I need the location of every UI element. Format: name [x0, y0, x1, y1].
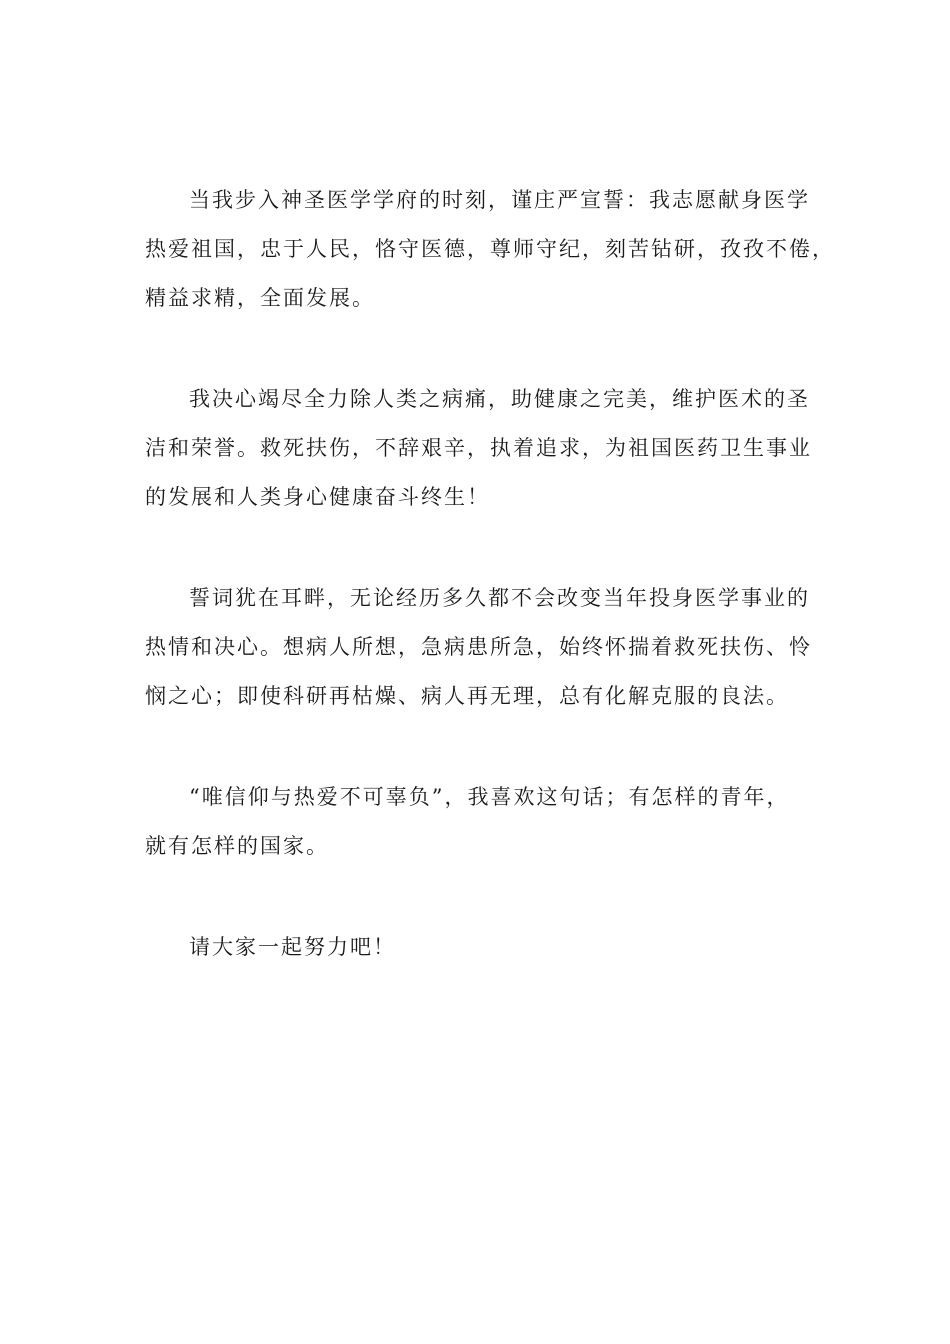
text-line: 悯之心；即使科研再枯燥、病人再无理，总有化解克服的良法。	[145, 684, 789, 708]
text-line: 洁和荣誉。救死扶伤，不辞艰辛，执着追求，为祖国医药卫生事业	[145, 436, 812, 460]
paragraph-oath	[145, 176, 835, 323]
text-line: 的发展和人类身心健康奋斗终生！	[145, 485, 490, 509]
paragraph-reflection	[145, 574, 810, 721]
text-line: 就有怎样的国家。	[145, 834, 329, 858]
document-body	[145, 176, 835, 972]
paragraph-quote	[145, 773, 810, 871]
text-line: 我决心竭尽全力除人类之病痛，助健康之完美，维护医术的圣	[189, 387, 810, 411]
text-line: 当我步入神圣医学学府的时刻，谨庄严宣誓：我志愿献身医学	[189, 188, 810, 212]
text-line: 精益求精，全面发展。	[145, 286, 375, 310]
text-line: 热爱祖国，忠于人民，恪守医德，尊师守纪，刻苦钻研，孜孜不倦，	[145, 237, 835, 261]
paragraph-resolve	[145, 375, 810, 522]
text-line: 请大家一起努力吧！	[189, 935, 396, 959]
text-line: “唯信仰与热爱不可辜负”，我喜欢这句话；有怎样的青年，	[189, 785, 790, 809]
text-line: 热情和决心。想病人所想，急病患所急，始终怀揣着救死扶伤、怜	[145, 635, 812, 659]
paragraph-closing	[145, 923, 810, 972]
text-line: 誓词犹在耳畔，无论经历多久都不会改变当年投身医学事业的	[189, 586, 810, 610]
